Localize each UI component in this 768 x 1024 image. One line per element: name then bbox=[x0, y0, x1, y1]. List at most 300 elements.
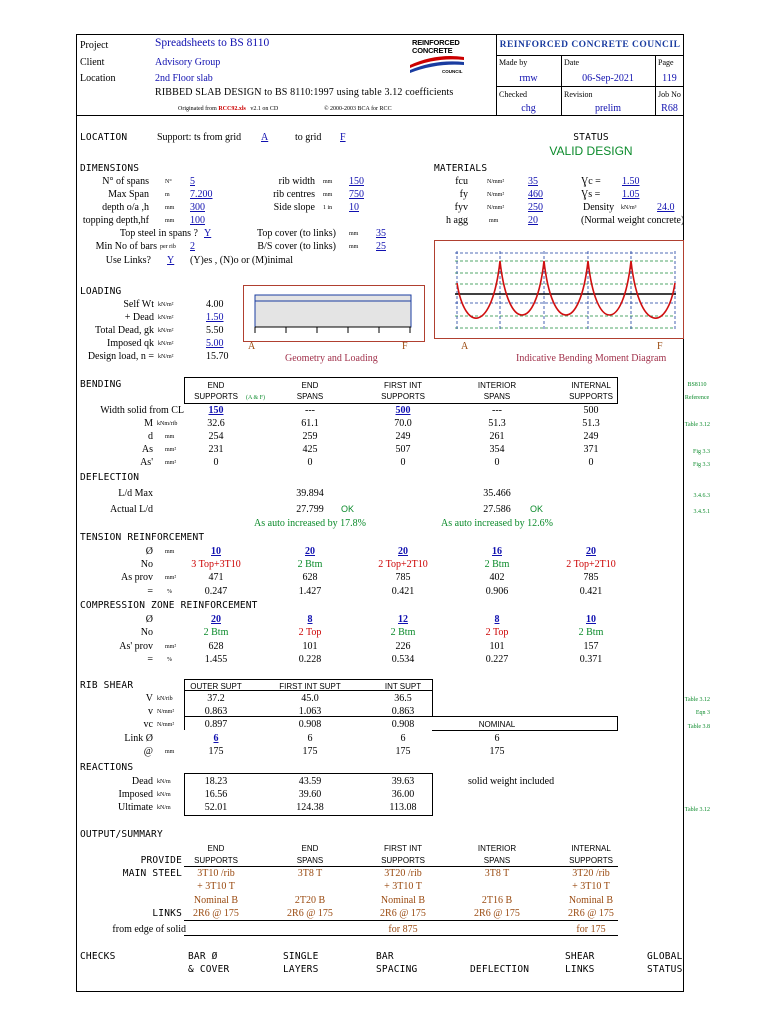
reaction-ult-c3: 113.08 bbox=[389, 802, 417, 813]
output-table-rule bbox=[184, 866, 618, 867]
ribwidth-input[interactable]: 150 bbox=[349, 176, 364, 187]
comp-pct-c2: 0.228 bbox=[298, 654, 322, 665]
dead-label: + Dead bbox=[124, 312, 154, 323]
output-heading: OUTPUT/SUMMARY bbox=[80, 829, 163, 840]
bending-asc-c3: 0 bbox=[400, 457, 406, 468]
tension-prov-unit: mm² bbox=[165, 575, 177, 581]
page-label: Page bbox=[658, 58, 674, 67]
tension-no-c1: 3 Top+3T10 bbox=[191, 559, 241, 570]
supports-from-label: Support: ts from grid bbox=[157, 132, 242, 143]
shear-link-c4: 6 bbox=[494, 733, 500, 744]
checked-value: chg bbox=[521, 103, 536, 114]
bmd-curve-graphic bbox=[435, 241, 683, 338]
reactions-table-top bbox=[184, 773, 433, 774]
selfwt-unit: kN/m² bbox=[158, 302, 174, 308]
checks-heading: CHECKS bbox=[80, 951, 116, 962]
ld-max-int: 35.466 bbox=[483, 488, 511, 499]
comp-dia-c3[interactable]: 12 bbox=[398, 614, 408, 625]
fyv-input[interactable]: 250 bbox=[528, 202, 543, 213]
ribshear-heading: RIB SHEAR bbox=[80, 680, 134, 691]
reaction-dead-c3: 39.63 bbox=[391, 776, 415, 787]
steel3-c1: Nominal B bbox=[193, 895, 239, 906]
sideslope-input[interactable]: 10 bbox=[349, 202, 359, 213]
bending-col2-h1: END bbox=[301, 381, 319, 390]
tension-heading: TENSION REINFORCEMENT bbox=[80, 532, 205, 543]
shear-h3: INT SUPT bbox=[384, 682, 422, 691]
reaction-imposed-label: Imposed bbox=[118, 789, 153, 800]
ribwidth-unit: mm bbox=[323, 179, 333, 185]
bending-width-c4: --- bbox=[492, 405, 502, 416]
steel1-c5: 3T20 /rib bbox=[572, 868, 610, 879]
output-h2b: SPANS bbox=[296, 856, 324, 865]
bending-col1-h3: (A & F) bbox=[246, 395, 266, 401]
tension-dia-c3[interactable]: 20 bbox=[398, 546, 408, 557]
bending-width-c2: --- bbox=[305, 405, 315, 416]
shear-table-right2 bbox=[617, 716, 618, 730]
tension-dia-c2[interactable]: 20 bbox=[305, 546, 315, 557]
location-value: 2nd Floor slab bbox=[155, 73, 213, 84]
reaction-note: solid weight included bbox=[468, 776, 555, 787]
from-edge-label: from edge of solid bbox=[112, 924, 186, 935]
tension-prov-c4: 402 bbox=[489, 572, 505, 583]
bmd-a-label: A bbox=[461, 341, 469, 352]
fyv-label: fyv bbox=[454, 202, 468, 213]
design-load-unit: kN/m² bbox=[158, 354, 174, 360]
topcover-label: Top cover (to links) bbox=[256, 228, 336, 239]
job-label: Job No bbox=[658, 90, 681, 99]
tension-dia-unit: mm bbox=[165, 549, 175, 555]
actual-ld-label: Actual L/d bbox=[109, 504, 153, 515]
bending-asc-ref: Fig 3.3 bbox=[692, 462, 710, 468]
shear-vc-label: vc bbox=[143, 719, 153, 730]
reaction-ult-c1: 52.01 bbox=[204, 802, 228, 813]
shear-vc-unit: N/mm² bbox=[157, 722, 175, 728]
gamma-s-input[interactable]: 1.05 bbox=[622, 189, 640, 200]
steel3-c5: Nominal B bbox=[568, 895, 614, 906]
minbars-input[interactable]: 2 bbox=[190, 241, 195, 252]
ok-int-badge: OK bbox=[530, 504, 544, 514]
bending-col2-h2: SPANS bbox=[296, 392, 324, 401]
grid-to-input[interactable]: F bbox=[340, 132, 346, 143]
geometry-caption: Geometry and Loading bbox=[285, 353, 378, 364]
client-value: Advisory Group bbox=[155, 57, 221, 68]
hagg-input[interactable]: 20 bbox=[528, 215, 538, 226]
density-input[interactable]: 24.0 bbox=[657, 202, 675, 213]
steel2-c5: + 3T10 T bbox=[572, 881, 610, 892]
totaldead-value: 5.50 bbox=[206, 325, 224, 336]
ld-max-end: 39.894 bbox=[296, 488, 324, 499]
bending-d-c5: 249 bbox=[583, 431, 599, 442]
shear-link-c1[interactable]: 6 bbox=[213, 733, 219, 744]
reactions-table-right bbox=[432, 773, 433, 815]
bmd-f-label: F bbox=[657, 341, 663, 352]
bmd-caption: Indicative Bending Moment Diagram bbox=[516, 353, 667, 364]
ribwidth-label: rib width bbox=[278, 176, 315, 187]
reaction-imposed-unit: kN/m bbox=[157, 792, 171, 798]
geometry-a-label: A bbox=[248, 341, 256, 352]
bending-d-c3: 249 bbox=[395, 431, 411, 442]
output-links-rule bbox=[184, 920, 618, 921]
fy-input[interactable]: 460 bbox=[528, 189, 543, 200]
comp-prov-label: As' prov bbox=[119, 641, 153, 652]
bending-col4-h1: INTERIOR bbox=[477, 381, 517, 390]
actual-ld-int: 27.586 bbox=[483, 504, 511, 515]
bending-col1-h1: END bbox=[207, 381, 225, 390]
reaction-ult-c2: 124.38 bbox=[296, 802, 324, 813]
steel3-c2: 2T20 B bbox=[294, 895, 326, 906]
subject-line: RIBBED SLAB DESIGN to BS 8110:1997 using table 3.12 coefficients bbox=[155, 87, 454, 98]
shear-link-label: Link Ø bbox=[124, 733, 153, 744]
bending-col3-h1: FIRST INT bbox=[383, 381, 423, 390]
dimensions-heading: DIMENSIONS bbox=[80, 163, 140, 174]
bending-table-top bbox=[184, 377, 618, 378]
comp-pct-label: = bbox=[147, 654, 153, 665]
comp-pct-c3: 0.534 bbox=[391, 654, 415, 665]
shear-vc-c1: 0.897 bbox=[204, 719, 228, 730]
bending-d-unit: mm bbox=[165, 434, 175, 440]
shear-link-c3: 6 bbox=[400, 733, 406, 744]
originated-prefix: Originated from bbox=[178, 106, 217, 112]
shear-at-c4: 175 bbox=[489, 746, 505, 757]
bscover-label: B/S cover (to links) bbox=[257, 241, 336, 252]
check-bar-cover-b: & COVER bbox=[188, 964, 230, 975]
dead-unit: kN/m² bbox=[158, 315, 174, 321]
design-load-value: 15.70 bbox=[206, 351, 229, 362]
bending-m-ref: Table 3.12 bbox=[684, 422, 710, 428]
depth-input[interactable]: 300 bbox=[190, 202, 205, 213]
imposed-unit: kN/m² bbox=[158, 341, 174, 347]
totaldead-unit: kN/m² bbox=[158, 328, 174, 334]
bending-d-c1: 254 bbox=[208, 431, 224, 442]
hagg-unit: mm bbox=[489, 218, 499, 224]
output-h1b: SUPPORTS bbox=[194, 856, 238, 865]
reactions-heading: REACTIONS bbox=[80, 762, 134, 773]
check-deflection: DEFLECTION bbox=[470, 964, 530, 975]
fcu-label: fcu bbox=[455, 176, 468, 187]
steel1-c4: 3T8 T bbox=[484, 868, 510, 879]
spans-unit: N° bbox=[165, 179, 172, 185]
topcover-unit: mm bbox=[349, 231, 359, 237]
shear-at-c1: 175 bbox=[208, 746, 224, 757]
shear-h2: FIRST INT SUPT bbox=[279, 682, 341, 691]
bending-col4-h2: SPANS bbox=[483, 392, 511, 401]
location-label: Location bbox=[80, 73, 116, 84]
reaction-imposed-c1: 16.56 bbox=[204, 789, 228, 800]
bending-table-right bbox=[617, 377, 618, 403]
reactions-table-left bbox=[184, 773, 185, 815]
reaction-dead-c1: 18.23 bbox=[204, 776, 228, 787]
links-input[interactable]: Y bbox=[167, 255, 175, 266]
actual-ld-end: 27.799 bbox=[296, 504, 324, 515]
made-by-label: Made by bbox=[499, 58, 528, 67]
shear-v-c1: 0.863 bbox=[204, 706, 228, 717]
shear-table-left bbox=[184, 679, 185, 717]
gamma-c-input[interactable]: 1.50 bbox=[622, 176, 640, 187]
bending-asc-c1: 0 bbox=[213, 457, 219, 468]
bending-width-c1[interactable]: 150 bbox=[208, 405, 224, 416]
check-bar-cover-a: BAR Ø bbox=[188, 951, 218, 962]
comp-dia-c2[interactable]: 8 bbox=[307, 614, 313, 625]
bending-m-c5: 51.3 bbox=[582, 418, 600, 429]
comp-no-c1: 2 Btm bbox=[203, 627, 229, 638]
topsteel-input[interactable]: Y bbox=[204, 228, 212, 239]
bending-asc-c4: 0 bbox=[494, 457, 500, 468]
steel2-c1: + 3T10 T bbox=[197, 881, 235, 892]
steel1-c2: 3T8 T bbox=[297, 868, 323, 879]
council-name: REINFORCED CONCRETE COUNCIL bbox=[499, 40, 681, 50]
hagg-label: h agg bbox=[446, 215, 468, 226]
bscover-unit: mm bbox=[349, 244, 359, 250]
bending-col3-h2: SUPPORTS bbox=[381, 392, 425, 401]
link-out-c2: 2R6 @ 175 bbox=[287, 908, 333, 919]
output-h3a: FIRST INT bbox=[383, 844, 423, 853]
bs8110-ref-title: BS8110 bbox=[687, 382, 707, 388]
tension-no-c2: 2 Btm bbox=[297, 559, 323, 570]
reaction-ult-label: Ultimate bbox=[118, 802, 153, 813]
tension-no-c3: 2 Top+2T10 bbox=[378, 559, 428, 570]
project-value: Spreadsheets to BS 8110 bbox=[155, 37, 270, 49]
bending-width-c3[interactable]: 500 bbox=[395, 405, 411, 416]
tension-prov-c3: 785 bbox=[395, 572, 411, 583]
client-label: Client bbox=[80, 57, 105, 68]
bending-asc-unit: mm² bbox=[165, 460, 177, 466]
bs8110-ref-sub: Reference bbox=[684, 395, 710, 401]
bending-col5-h1: INTERNAL bbox=[571, 381, 611, 390]
shear-V-ref: Table 3.12 bbox=[684, 697, 710, 703]
deflection-note-int: As auto increased by 12.6% bbox=[441, 518, 553, 529]
main-steel-label: MAIN STEEL bbox=[122, 868, 182, 879]
made-by-value: rmw bbox=[519, 73, 538, 84]
bending-m-c1: 32.6 bbox=[207, 418, 225, 429]
bending-m-c2: 61.1 bbox=[301, 418, 319, 429]
geometry-diagram bbox=[243, 285, 425, 342]
selfwt-value: 4.00 bbox=[206, 299, 224, 310]
job-value: R68 bbox=[661, 103, 678, 114]
gamma-c-label: Ɣc = bbox=[581, 176, 601, 187]
tension-dia-c1[interactable]: 10 bbox=[211, 546, 221, 557]
comp-no-c4: 2 Top bbox=[485, 627, 509, 638]
fy-unit: N/mm² bbox=[487, 192, 505, 198]
steel3-c3: Nominal B bbox=[380, 895, 426, 906]
reaction-dead-unit: kN/m bbox=[157, 779, 171, 785]
tension-dia-c5[interactable]: 20 bbox=[586, 546, 596, 557]
originated-version: v2.1 on CD bbox=[250, 106, 279, 112]
deflection-heading: DEFLECTION bbox=[80, 472, 140, 483]
check-single-layers-b: LAYERS bbox=[283, 964, 319, 975]
date-label: Date bbox=[564, 58, 580, 67]
imposed-input[interactable]: 5.00 bbox=[206, 338, 224, 349]
tension-pct-unit: % bbox=[167, 589, 172, 595]
bending-d-c2: 259 bbox=[302, 431, 318, 442]
shear-at-c3: 175 bbox=[395, 746, 411, 757]
steel2-c3: + 3T10 T bbox=[384, 881, 422, 892]
shear-table-left2 bbox=[184, 716, 185, 730]
output-h2a: END bbox=[301, 844, 319, 853]
ok-end-badge: OK bbox=[341, 504, 355, 514]
comp-prov-c1: 628 bbox=[208, 641, 224, 652]
shear-vc-c3: 0.908 bbox=[391, 719, 415, 730]
materials-heading: MATERIALS bbox=[434, 163, 488, 174]
compression-heading: COMPRESSION ZONE REINFORCEMENT bbox=[80, 600, 258, 611]
tension-prov-c5: 785 bbox=[583, 572, 599, 583]
shear-v-c3: 0.863 bbox=[391, 706, 415, 717]
dead-input[interactable]: 1.50 bbox=[206, 312, 224, 323]
shear-V-c3: 36.5 bbox=[394, 693, 412, 704]
tension-dia-c4[interactable]: 16 bbox=[492, 546, 502, 557]
check-shear-links-b: LINKS bbox=[565, 964, 595, 975]
output-h4b: SPANS bbox=[483, 856, 511, 865]
location-heading: LOCATION bbox=[80, 132, 128, 143]
project-label: Project bbox=[80, 40, 109, 51]
comp-dia-c1[interactable]: 20 bbox=[211, 614, 221, 625]
bending-table-left bbox=[184, 377, 185, 403]
bending-heading: BENDING bbox=[80, 379, 122, 390]
actual-ld-ref: 3.4.5.1 bbox=[693, 509, 710, 515]
maxspan-input[interactable]: 7.200 bbox=[190, 189, 213, 200]
grid-from-input[interactable]: A bbox=[261, 132, 269, 143]
bending-moment-diagram bbox=[434, 240, 684, 339]
bending-as-c5: 371 bbox=[583, 444, 599, 455]
imposed-label: Imposed qk bbox=[107, 338, 154, 349]
edge-c3: for 875 bbox=[388, 924, 418, 935]
tension-dia-label: Ø bbox=[145, 546, 153, 557]
rcc-logo bbox=[406, 37, 466, 79]
tension-pct-c2: 1.427 bbox=[298, 586, 322, 597]
spans-input[interactable]: 5 bbox=[190, 176, 195, 187]
output-h1a: END bbox=[207, 844, 225, 853]
bending-as-ref: Fig 3.3 bbox=[692, 449, 710, 455]
tension-pct-label: = bbox=[147, 586, 153, 597]
output-table-bottom bbox=[184, 935, 618, 936]
comp-pct-c1: 1.455 bbox=[204, 654, 228, 665]
bending-d-label: d bbox=[148, 431, 153, 442]
tension-prov-c1: 471 bbox=[208, 572, 224, 583]
output-h5b: SUPPORTS bbox=[569, 856, 613, 865]
fcu-input[interactable]: 35 bbox=[528, 176, 538, 187]
comp-prov-c5: 157 bbox=[583, 641, 599, 652]
fy-label: fy bbox=[459, 189, 468, 200]
bending-as-c3: 507 bbox=[395, 444, 411, 455]
comp-dia-c4[interactable]: 8 bbox=[494, 614, 500, 625]
topping-label: topping depth,hf bbox=[82, 215, 149, 226]
ld-max-ref: 3.4.6.3 bbox=[693, 493, 710, 499]
check-global-status-b: STATUS bbox=[647, 964, 683, 975]
shear-vc-ref: Table 3.8 bbox=[687, 724, 710, 730]
bscover-input[interactable]: 25 bbox=[376, 241, 386, 252]
steel1-c3: 3T20 /rib bbox=[384, 868, 422, 879]
bending-m-label: M bbox=[144, 418, 153, 429]
shear-table-nominal-rule bbox=[432, 730, 618, 731]
shear-at-c2: 175 bbox=[302, 746, 318, 757]
links-label: Use Links? bbox=[105, 255, 151, 266]
density-unit: kN/m³ bbox=[621, 205, 637, 211]
shear-h1: OUTER SUPT bbox=[190, 682, 242, 691]
links-hint: (Y)es , (N)o or (M)inimal bbox=[190, 255, 294, 266]
bending-m-c4: 51.3 bbox=[488, 418, 506, 429]
minbars-unit: per rib bbox=[160, 244, 176, 250]
fyv-unit: N/mm² bbox=[487, 205, 505, 211]
comp-dia-c5[interactable]: 10 bbox=[586, 614, 596, 625]
comp-no-label: No bbox=[140, 627, 153, 638]
tension-pct-c4: 0.906 bbox=[485, 586, 509, 597]
tension-prov-c2: 628 bbox=[302, 572, 318, 583]
bending-m-unit: kNm/rib bbox=[157, 421, 178, 427]
link-out-c5: 2R6 @ 175 bbox=[568, 908, 614, 919]
shear-at-unit: mm bbox=[165, 749, 175, 755]
tension-no-c4: 2 Btm bbox=[484, 559, 510, 570]
shear-link-c2: 6 bbox=[307, 733, 313, 744]
links-out-label: LINKS bbox=[152, 908, 182, 919]
reaction-imposed-c2: 39.60 bbox=[298, 789, 322, 800]
tension-pct-c3: 0.421 bbox=[391, 586, 415, 597]
reactions-table-bottom bbox=[184, 815, 433, 816]
check-single-layers-a: SINGLE bbox=[283, 951, 319, 962]
bending-col1-h2: SUPPORTS bbox=[194, 392, 238, 401]
shear-at-label: @ bbox=[143, 746, 153, 757]
checked-label: Checked bbox=[499, 90, 527, 99]
bending-as-c1: 231 bbox=[208, 444, 224, 455]
check-shear-links-a: SHEAR bbox=[565, 951, 595, 962]
status-label: STATUS bbox=[573, 132, 609, 143]
shear-v-unit: N/mm² bbox=[157, 709, 175, 715]
shear-v-label: v bbox=[148, 706, 153, 717]
fcu-unit: N/mm² bbox=[487, 179, 505, 185]
shear-V-c2: 45.0 bbox=[301, 693, 319, 704]
tension-pct-c5: 0.421 bbox=[579, 586, 603, 597]
minbars-label: Min No of bars bbox=[95, 241, 157, 252]
bending-width-c5: 500 bbox=[583, 405, 599, 416]
originated-file: RCC92.xls bbox=[218, 106, 246, 112]
comp-no-c5: 2 Btm bbox=[578, 627, 604, 638]
to-grid-label: to grid bbox=[295, 132, 322, 143]
topping-unit: mm bbox=[165, 218, 175, 224]
shear-nominal: NOMINAL bbox=[478, 720, 516, 729]
shear-V-label: V bbox=[145, 693, 153, 704]
density-note: (Normal weight concrete) bbox=[581, 215, 685, 226]
shear-v-c2: 1.063 bbox=[298, 706, 322, 717]
depth-unit: mm bbox=[165, 205, 175, 211]
ld-max-label: L/d Max bbox=[118, 488, 153, 499]
sideslope-label: Side slope bbox=[273, 202, 315, 213]
output-h4a: INTERIOR bbox=[477, 844, 517, 853]
date-value: 06-Sep-2021 bbox=[582, 73, 634, 84]
ribcentres-unit: mm bbox=[323, 192, 333, 198]
geometry-slab-graphic bbox=[244, 286, 424, 341]
originated-line bbox=[178, 104, 278, 115]
density-label: Density bbox=[583, 202, 615, 213]
link-out-c4: 2R6 @ 175 bbox=[474, 908, 520, 919]
deflection-note-end: As auto increased by 17.8% bbox=[254, 518, 366, 529]
link-out-c3: 2R6 @ 175 bbox=[380, 908, 426, 919]
topsteel-label: Top steel in spans ? bbox=[119, 228, 198, 239]
tension-no-c5: 2 Top+2T10 bbox=[566, 559, 616, 570]
comp-prov-unit: mm² bbox=[165, 644, 177, 650]
design-load-label: Design load, n = bbox=[87, 351, 154, 362]
page-value: 119 bbox=[662, 73, 677, 84]
topping-input[interactable]: 100 bbox=[190, 215, 205, 226]
comp-dia-label: Ø bbox=[145, 614, 153, 625]
loading-heading: LOADING bbox=[80, 286, 122, 297]
topcover-input[interactable]: 35 bbox=[376, 228, 386, 239]
revision-label: Revision bbox=[564, 90, 593, 99]
bending-asc-c2: 0 bbox=[307, 457, 313, 468]
ribcentres-input[interactable]: 750 bbox=[349, 189, 364, 200]
reaction-ult-unit: kN/m bbox=[157, 805, 171, 811]
spans-label: N° of spans bbox=[102, 176, 149, 187]
shear-V-unit: kN/rib bbox=[157, 696, 173, 702]
tension-no-label: No bbox=[140, 559, 153, 570]
totaldead-label: Total Dead, gk bbox=[94, 325, 154, 336]
